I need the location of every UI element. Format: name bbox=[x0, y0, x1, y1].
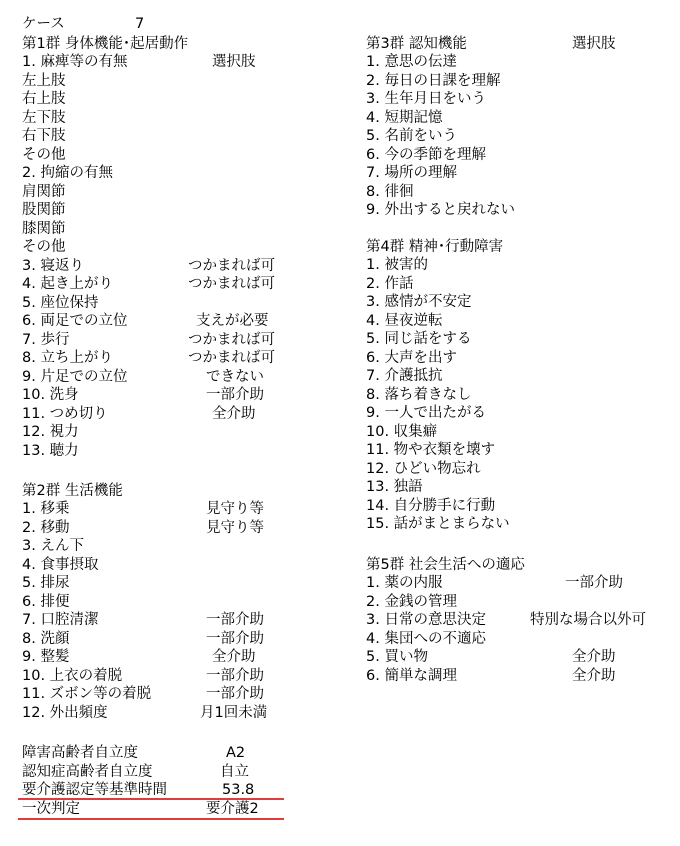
group5-row-label: 4. 集団への不適応 bbox=[366, 630, 486, 647]
group1-row-label: 肩関節 bbox=[22, 183, 66, 200]
group4-row-label: 12. ひどい物忘れ bbox=[366, 460, 481, 477]
summary-row-value: 要介護2 bbox=[206, 800, 259, 817]
group2-row-label: 6. 排便 bbox=[22, 593, 70, 610]
group1-row-label: その他 bbox=[22, 146, 66, 163]
group3-title: 第3群 認知機能 bbox=[366, 36, 467, 52]
group3-row-label: 8. 徘徊 bbox=[366, 183, 414, 200]
group1-row-label: 12. 視力 bbox=[22, 424, 79, 440]
group5-row-label: 1. 薬の内服 bbox=[366, 575, 443, 591]
group1-row-value: つかまれば可 bbox=[188, 257, 275, 274]
group4-row-label: 6. 大声を出す bbox=[366, 349, 457, 366]
group5-title: 第5群 社会生活への適応 bbox=[366, 557, 525, 573]
group4-row-label: 5. 同じ話をする bbox=[366, 331, 472, 347]
group5-row-label: 5. 買い物 bbox=[366, 649, 428, 665]
group3-row-label: 7. 場所の理解 bbox=[366, 165, 457, 181]
group3-row-label: 9. 外出すると戻れない bbox=[366, 202, 515, 218]
group1-row-label: 右上肢 bbox=[22, 91, 66, 107]
group1-row-label: 7. 歩行 bbox=[22, 331, 70, 348]
group1-row-label: 11. つめ切り bbox=[22, 405, 108, 422]
group1-row-label: 股関節 bbox=[22, 202, 66, 218]
group1-row-value: つかまれば可 bbox=[188, 350, 275, 366]
group1-row-label: 膝関節 bbox=[22, 220, 66, 237]
group1-row-label: 13. 聴力 bbox=[22, 442, 79, 459]
group1-row-label: 6. 両足での立位 bbox=[22, 313, 128, 329]
group2-row-label: 7. 口腔清潔 bbox=[22, 612, 99, 628]
group2-row-label: 11. ズボン等の着脱 bbox=[22, 686, 152, 702]
summary-row-value: A2 bbox=[226, 745, 246, 761]
group2-row-value: 一部介助 bbox=[206, 667, 264, 684]
group2-row-value: 一部介助 bbox=[206, 612, 264, 628]
group3-row-label: 3. 生年月日をいう bbox=[366, 91, 486, 107]
group2-row-value: 見守り等 bbox=[206, 519, 264, 536]
group4-row-label: 8. 落ち着きなし bbox=[366, 386, 472, 403]
group2-row-label: 2. 移動 bbox=[22, 519, 70, 536]
group3-row-label: 2. 毎日の日課を理解 bbox=[366, 72, 501, 89]
group1-row-label: 左下肢 bbox=[22, 109, 66, 126]
group4-row-label: 1. 被害的 bbox=[366, 257, 428, 273]
group1-row-label: 5. 座位保持 bbox=[22, 294, 99, 311]
summary-row-label: 一次判定 bbox=[22, 800, 80, 817]
group1-row-label: 左上肢 bbox=[22, 72, 66, 89]
group5-row-label: 6. 簡単な調理 bbox=[366, 667, 457, 684]
group2-row-value: 一部介助 bbox=[206, 630, 264, 647]
group2-row-label: 12. 外出頻度 bbox=[22, 704, 108, 721]
group5-row-value: 特別な場合以外可 bbox=[530, 612, 646, 628]
summary-row-label: 認知症高齢者自立度 bbox=[22, 763, 153, 780]
group4-row-label: 2. 作話 bbox=[366, 275, 414, 292]
group1-title: 第1群 身体機能･起居動作 bbox=[22, 36, 189, 52]
group2-row-label: 3. えん下 bbox=[22, 538, 84, 554]
group2-row-label: 4. 食事摂取 bbox=[22, 556, 99, 573]
group4-row-label: 11. 物や衣類を壊す bbox=[366, 442, 496, 458]
group2-row-label: 5. 排尿 bbox=[22, 575, 70, 591]
group2-row-value: 一部介助 bbox=[206, 686, 264, 702]
group1-row-label: 右下肢 bbox=[22, 128, 66, 144]
group1-row-label: 9. 片足での立位 bbox=[22, 368, 128, 385]
group2-row-value: 全介助 bbox=[212, 649, 256, 665]
group4-row-label: 15. 話がまとまらない bbox=[366, 516, 510, 532]
group3-row-label: 6. 今の季節を理解 bbox=[366, 146, 486, 163]
group3-row-label: 1. 意思の伝達 bbox=[366, 54, 457, 70]
group1-row-label: その他 bbox=[22, 239, 66, 255]
group1-row-label: 8. 立ち上がり bbox=[22, 350, 113, 366]
group2-title: 第2群 生活機能 bbox=[22, 483, 123, 499]
group1-row-label: 2. 拘縮の有無 bbox=[22, 165, 113, 181]
case-label: ケース bbox=[22, 16, 65, 32]
group2-row-label: 8. 洗顔 bbox=[22, 630, 70, 647]
group2-row-label: 1. 移乗 bbox=[22, 501, 70, 517]
group3-row-label: 5. 名前をいう bbox=[366, 128, 457, 144]
group4-row-label: 14. 自分勝手に行動 bbox=[366, 497, 496, 514]
group2-row-value: 月1回未満 bbox=[200, 704, 268, 721]
group4-row-label: 7. 介護抵抗 bbox=[366, 368, 443, 384]
summary-row-label: 障害高齢者自立度 bbox=[22, 745, 138, 761]
group4-row-label: 9. 一人で出たがる bbox=[366, 405, 486, 421]
group1-row-value: 支えが必要 bbox=[196, 313, 269, 329]
group4-row-label: 3. 感情が不安定 bbox=[366, 294, 472, 310]
group1-row-value: できない bbox=[206, 368, 264, 385]
group2-row-label: 10. 上衣の着脱 bbox=[22, 667, 123, 684]
group1-row-label: 3. 寝返り bbox=[22, 257, 84, 274]
group2-row-label: 9. 整髪 bbox=[22, 649, 70, 665]
group4-title: 第4群 精神･行動障害 bbox=[366, 239, 504, 255]
group1-row-value: 全介助 bbox=[212, 405, 256, 422]
group5-row-value: 全介助 bbox=[572, 649, 616, 665]
group1-row-label: 1. 麻痺等の有無 bbox=[22, 54, 128, 70]
case-number: 7 bbox=[135, 16, 145, 32]
group3-row-label: 4. 短期記憶 bbox=[366, 109, 443, 126]
group4-row-label: 4. 昼夜逆転 bbox=[366, 312, 443, 329]
group3-header-value: 選択肢 bbox=[572, 36, 616, 52]
group5-row-label: 3. 日常の意思決定 bbox=[366, 612, 486, 628]
group1-row-label: 4. 起き上がり bbox=[22, 276, 113, 292]
group2-row-value: 見守り等 bbox=[206, 501, 264, 517]
group1-row-value: 一部介助 bbox=[206, 387, 264, 403]
summary-row-label: 要介護認定等基準時間 bbox=[22, 782, 167, 798]
group5-row-value: 一部介助 bbox=[565, 575, 623, 591]
summary-row-value: 53.8 bbox=[222, 782, 255, 798]
group1-row-value: つかまれば可 bbox=[188, 276, 275, 292]
summary-row-value: 自立 bbox=[220, 763, 249, 780]
group4-row-label: 10. 収集癖 bbox=[366, 423, 438, 440]
group1-row-value: つかまれば可 bbox=[188, 331, 275, 348]
group5-row-label: 2. 金銭の管理 bbox=[366, 593, 457, 610]
group5-row-value: 全介助 bbox=[572, 667, 616, 684]
group4-row-label: 13. 独語 bbox=[366, 479, 423, 495]
group1-row-value: 選択肢 bbox=[212, 54, 256, 70]
group1-row-label: 10. 洗身 bbox=[22, 387, 79, 403]
